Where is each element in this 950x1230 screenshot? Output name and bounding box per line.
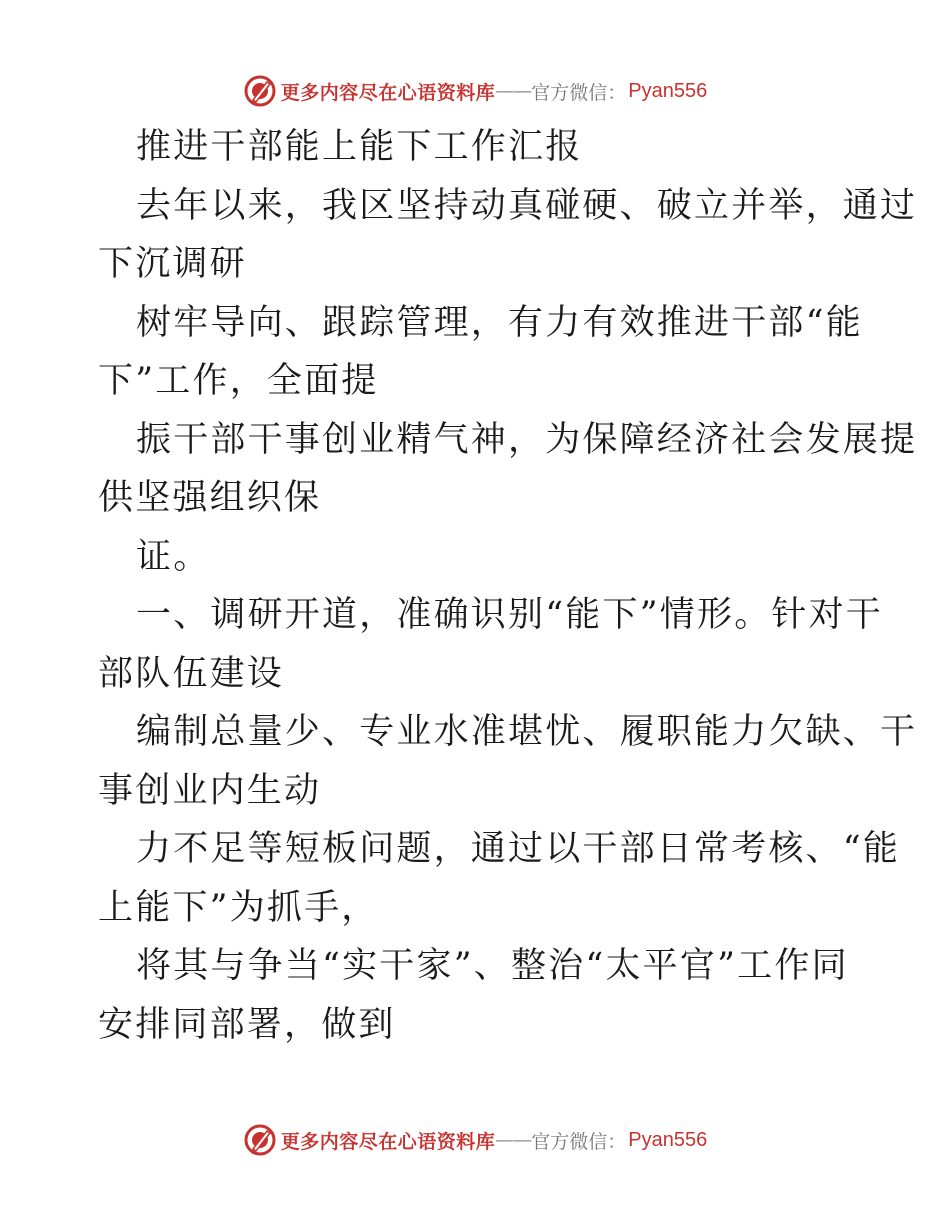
pen-logo-icon (243, 1123, 277, 1157)
document-line: 去年以来，我区坚持动真碰硬、破立并举，通过 (136, 185, 918, 226)
document-line: 振干部干事创业精气神，为保障经济社会发展提 (136, 419, 918, 460)
document-line: 上能下”为抓手， (98, 887, 379, 928)
document-line: 树牢导向、跟踪管理，有力有效推进干部“能 (136, 302, 863, 343)
header-watermark-banner (0, 71, 950, 111)
document-line: 将其与争当“实干家”、整治“太平官”工作同 (136, 946, 849, 986)
pen-logo-icon (243, 74, 277, 108)
document-line: 编制总量少、专业水准堪忧、履职能力欠缺、干 (136, 712, 918, 752)
banner-main-text: 更多内容尽在心语资料库 (280, 1130, 496, 1153)
banner-main-text: 更多内容尽在心语资料库 (280, 81, 496, 104)
document-line: 下沉调研 (98, 244, 247, 284)
document-line: 证。 (136, 536, 211, 577)
banner-dash: —— (495, 80, 532, 102)
banner-wechat-id: Pyan556 (628, 79, 708, 102)
banner-wechat-label: 官方微信： (531, 81, 627, 104)
document-line: 事创业内生动 (98, 770, 322, 811)
document-title: 推进干部能上能下工作汇报 (136, 127, 583, 167)
document-line: 下”工作，全面提 (98, 361, 379, 401)
document-line: 部队伍建设 (98, 653, 285, 694)
document-body (98, 118, 918, 1054)
banner-dash: —— (495, 1129, 532, 1151)
footer-watermark-banner (0, 1120, 950, 1160)
document-line: 一、调研开道，准确识别“能下”情形。针对干 (136, 595, 883, 635)
banner-wechat-label: 官方微信： (531, 1130, 627, 1153)
document-line: 力不足等短板问题，通过以干部日常考核、“能 (136, 829, 901, 869)
document-line: 安排同部署，做到 (98, 1004, 396, 1045)
document-line: 供坚强组织保 (98, 478, 322, 518)
banner-wechat-id: Pyan556 (628, 1128, 708, 1151)
